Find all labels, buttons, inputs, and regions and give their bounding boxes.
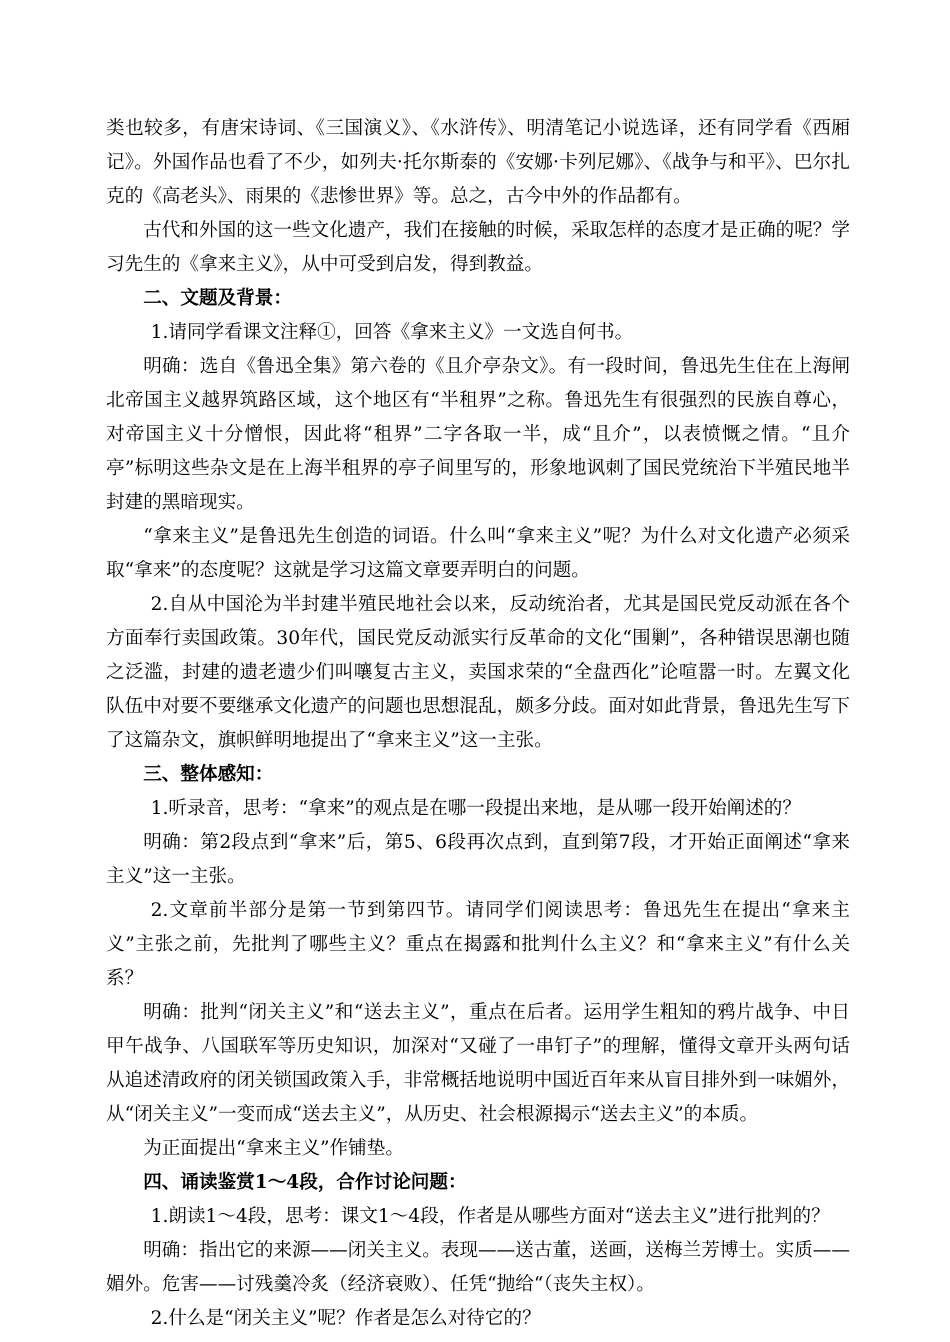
paragraph-foreshadowing: 为正面提出“拿来主义”作铺垫。 — [143, 1138, 404, 1159]
question-3-listening: 1.听录音，思考：“拿来”的观点是在哪一段提出来地，是从哪一段开始阐述的？ — [150, 798, 801, 819]
question-2-background: 2.自从中国沦为半封建半殖民地社会以来，反动统治者，尤其是国民党反动派在各个方面奉行卖国政策。30年代，国民党反动派实行反革命的文化“围剿”，各种错误思潮也随之泛滥，封建的遗老遗少们叫嚷复古主义，卖国求荣的“全盘西化”论喧嚣一时。左翼文化队伍中对要不要继承文化遗产的问题也思想混乱，颇多分歧。面对如此背景，鲁迅先生写下了这篇杂文，旗帜鲜明地提出了“拿来主义”这一主张。 — [106, 594, 850, 751]
paragraph-cultural-heritage: 古代和外国的这一些文化遗产，我们在接触的时候，采取怎样的态度才是正确的呢？学习先生的《拿来主义》，从中可受到启发，得到教益。 — [106, 220, 850, 275]
answer-5-reading: 明确：指出它的来源——闭关主义。表现——送古董，送画，送梅兰芳博士。实质——媚外。危害——讨残羹冷炙（经济衰败）、任凭“抛给“（丧失主权）。 — [106, 1240, 850, 1295]
paragraph-nalai-definition: “拿来主义”是鲁迅先生创造的词语。什么叫“拿来主义”呢？为什么对文化遗产必须采取“拿来”的态度呢？这就是学习这篇文章要弄明白的问题。 — [106, 526, 850, 581]
question-4-first-half: 2.文章前半部分是第一节到第四节。请同学们阅读思考：鲁迅先生在提出“拿来主义”主张之前，先批判了哪些主义？重点在揭露和批判什么主义？和“拿来主义”有什么关系？ — [106, 900, 850, 989]
document-body — [106, 112, 850, 1336]
answer-4-first-half: 明确：批判“闭关主义”和“送去主义”，重点在后者。运用学生粗知的鸦片战争、中日甲午战争、八国联军等历史知识，加深对“又碰了一串钉子”的理解，懂得文章开头两句话从追述清政府的闭关锁国政策入手，非常概括地说明中国近百年来从盲目排外到一味媚外，从“闭关主义”一变而成“送去主义”，从历史、社会根源揭示“送去主义”的本质。 — [106, 1002, 850, 1125]
paragraph-intro-continued: 类也较多，有唐宋诗词、《三国演义》、《水浒传》、明清笔记小说选译，还有同学看《西厢记》。外国作品也看了不少，如列夫·托尔斯泰的《安娜·卡列尼娜》、《战争与和平》、巴尔扎克的《高老头》、雨果的《悲惨世界》等。总之，古今中外的作品都有。 — [106, 118, 850, 207]
answer-1-source: 明确：选自《鲁迅全集》第六卷的《且介亭杂文》。有一段时间，鲁迅先生住在上海闸北帝国主义越界筑路区域，这个地区有“半租界”之称。鲁迅先生有很强烈的民族自尊心，对帝国主义十分憎恨，因此将“租界”二字各取一半，成“且介”，以表愤慨之情。“且介亭”标明这些杂文是在上海半租界的亭子间里写的，形象地讽刺了国民党统治下半殖民地半封建的黑暗现实。 — [106, 356, 850, 513]
question-6-closed-door: 2.什么是“闭关主义”呢？作者是怎么对待它的？ — [150, 1308, 541, 1329]
answer-3-listening: 明确：第2段点到“拿来”后，第5、6段再次点到，直到第7段，才开始正面阐述“拿来主义”这一主张。 — [106, 832, 850, 887]
section-heading-reading-appreciation: 四、诵读鉴赏1～4段，合作讨论问题： — [143, 1172, 467, 1193]
section-heading-title-background: 二、文题及背景： — [143, 288, 292, 309]
question-1-source: 1.请同学看课文注释①，回答《拿来主义》一文选自何书。 — [150, 322, 634, 343]
section-heading-overall-perception: 三、整体感知： — [143, 764, 274, 785]
question-5-reading: 1.朗读1～4段，思考：课文1～4段，作者是从哪些方面对“送去主义”进行批判的？ — [150, 1206, 830, 1227]
